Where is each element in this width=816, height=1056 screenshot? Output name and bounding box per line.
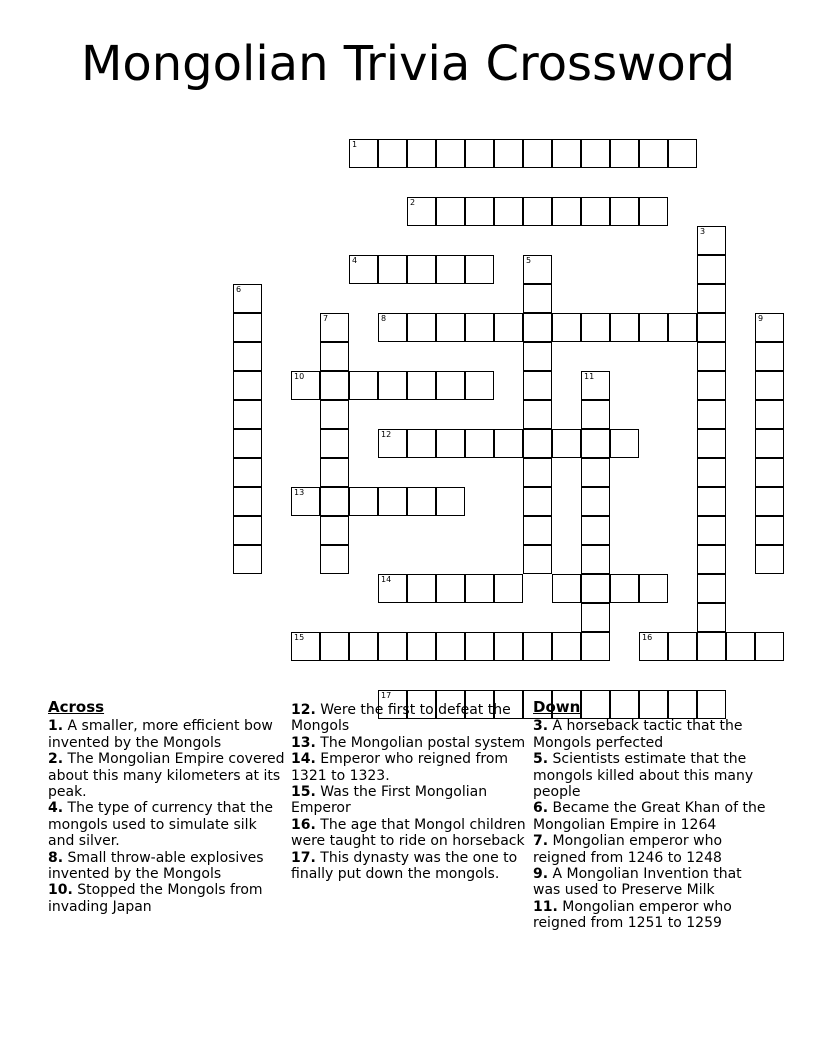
grid-cell[interactable] — [465, 197, 494, 226]
grid-cell[interactable] — [755, 342, 784, 371]
grid-cell[interactable] — [349, 139, 378, 168]
across-clues-column-continued — [291, 702, 529, 882]
grid-cell[interactable] — [378, 574, 407, 603]
grid-cell[interactable] — [494, 632, 523, 661]
grid-cell[interactable] — [407, 313, 436, 342]
clue-number: 14. — [291, 751, 316, 768]
clue-number: 9 — [758, 314, 764, 323]
clue-item — [48, 718, 286, 751]
grid-cell[interactable] — [755, 632, 784, 661]
clue-item — [291, 850, 529, 883]
grid-cell[interactable] — [233, 284, 262, 313]
grid-cell[interactable] — [320, 429, 349, 458]
grid-cell[interactable] — [552, 197, 581, 226]
grid-cell[interactable] — [552, 313, 581, 342]
grid-cell[interactable] — [523, 429, 552, 458]
clue-number: 12 — [381, 430, 392, 439]
grid-cell[interactable] — [755, 429, 784, 458]
grid-cell[interactable] — [465, 429, 494, 458]
grid-cell[interactable] — [755, 545, 784, 574]
grid-cell[interactable] — [494, 197, 523, 226]
grid-cell[interactable] — [494, 429, 523, 458]
across-heading: Across — [48, 698, 105, 716]
grid-cell[interactable] — [407, 429, 436, 458]
grid-cell[interactable] — [639, 574, 668, 603]
clue-number: 15 — [294, 633, 305, 642]
grid-cell[interactable] — [320, 342, 349, 371]
clue-item — [533, 800, 771, 833]
clue-text: The Mongolian Empire covered about this many kilometers at its peak. — [48, 751, 285, 801]
grid-cell[interactable] — [523, 458, 552, 487]
grid-cell[interactable] — [349, 632, 378, 661]
grid-cell[interactable] — [697, 226, 726, 255]
grid-cell[interactable] — [726, 632, 755, 661]
clue-item — [291, 702, 529, 735]
grid-cell[interactable] — [349, 371, 378, 400]
clue-item — [291, 784, 529, 817]
grid-cell[interactable] — [378, 255, 407, 284]
clue-number: 13. — [291, 734, 316, 751]
clue-number: 5. — [533, 751, 549, 768]
grid-cell[interactable] — [697, 255, 726, 284]
grid-cell[interactable] — [639, 313, 668, 342]
grid-cell[interactable] — [523, 313, 552, 342]
grid-cell[interactable] — [233, 487, 262, 516]
grid-cell[interactable] — [407, 255, 436, 284]
clue-text: Emperor who reigned from 1321 to 1323. — [291, 751, 509, 784]
clue-number: 5 — [526, 256, 532, 265]
grid-cell[interactable] — [378, 139, 407, 168]
clue-number: 3 — [700, 227, 706, 236]
down-heading: Down — [533, 698, 581, 716]
clue-number: 12. — [291, 702, 316, 718]
grid-cell[interactable] — [233, 371, 262, 400]
grid-cell[interactable] — [233, 545, 262, 574]
grid-cell[interactable] — [755, 516, 784, 545]
grid-cell[interactable] — [407, 632, 436, 661]
grid-cell[interactable] — [755, 458, 784, 487]
clue-text: Was the First Mongolian Emperor — [291, 784, 488, 817]
clue-text: Mongolian emperor who reigned from 1246 to 1248 — [533, 833, 723, 866]
grid-cell[interactable] — [581, 139, 610, 168]
clue-number: 1 — [352, 140, 358, 149]
grid-cell[interactable] — [320, 313, 349, 342]
grid-cell[interactable] — [610, 139, 639, 168]
clue-item — [48, 850, 286, 883]
grid-cell[interactable] — [233, 516, 262, 545]
grid-cell[interactable] — [697, 632, 726, 661]
grid-cell[interactable] — [581, 603, 610, 632]
grid-cell[interactable] — [697, 313, 726, 342]
grid-cell[interactable] — [320, 632, 349, 661]
grid-cell[interactable] — [581, 400, 610, 429]
grid-cell[interactable] — [407, 139, 436, 168]
grid-cell[interactable] — [552, 429, 581, 458]
grid-cell[interactable] — [349, 255, 378, 284]
clue-number: 17. — [291, 849, 316, 866]
clue-number: 15. — [291, 784, 316, 801]
grid-cell[interactable] — [436, 632, 465, 661]
grid-cell[interactable] — [436, 313, 465, 342]
grid-cell[interactable] — [697, 516, 726, 545]
grid-cell[interactable] — [523, 371, 552, 400]
across-clue-list — [48, 718, 286, 915]
clue-item — [291, 735, 529, 751]
grid-cell[interactable] — [523, 197, 552, 226]
clue-number: 10 — [294, 372, 305, 381]
clue-number: 3. — [533, 718, 549, 735]
grid-cell[interactable] — [668, 632, 697, 661]
grid-cell[interactable] — [523, 516, 552, 545]
clue-text: A smaller, more efficient bow invented by the Mongols — [48, 718, 273, 751]
clue-text: Were the first to defeat the Mongols — [291, 702, 511, 735]
grid-cell[interactable] — [407, 371, 436, 400]
grid-cell[interactable] — [320, 487, 349, 516]
grid-cell[interactable] — [523, 342, 552, 371]
grid-cell[interactable] — [523, 632, 552, 661]
grid-cell[interactable] — [639, 632, 668, 661]
grid-cell[interactable] — [697, 342, 726, 371]
grid-cell[interactable] — [436, 371, 465, 400]
clue-item — [48, 882, 286, 915]
clue-number: 11. — [533, 898, 558, 915]
grid-cell[interactable] — [523, 255, 552, 284]
grid-cell[interactable] — [581, 545, 610, 574]
grid-cell[interactable] — [610, 313, 639, 342]
grid-cell[interactable] — [668, 139, 697, 168]
clue-number: 16. — [291, 816, 316, 833]
grid-cell[interactable] — [581, 371, 610, 400]
grid-cell[interactable] — [407, 487, 436, 516]
grid-cell[interactable] — [523, 400, 552, 429]
grid-cell[interactable] — [610, 197, 639, 226]
grid-cell[interactable] — [581, 487, 610, 516]
clue-text: A Mongolian Invention that was used to Preserve Milk — [533, 866, 742, 899]
clue-text: Stopped the Mongols from invading Japan — [48, 882, 263, 915]
grid-cell[interactable] — [523, 284, 552, 313]
clue-number: 17 — [381, 691, 392, 700]
clue-text: A horseback tactic that the Mongols perfected — [533, 718, 743, 751]
grid-cell[interactable] — [755, 400, 784, 429]
clue-number: 4. — [48, 800, 64, 817]
grid-cell[interactable] — [407, 574, 436, 603]
clue-item — [533, 751, 771, 800]
grid-cell[interactable] — [378, 632, 407, 661]
grid-cell[interactable] — [755, 371, 784, 400]
clue-number: 7 — [323, 314, 329, 323]
grid-cell[interactable] — [697, 429, 726, 458]
grid-cell[interactable] — [494, 139, 523, 168]
grid-cell[interactable] — [697, 371, 726, 400]
grid-cell[interactable] — [581, 574, 610, 603]
clue-number: 2. — [48, 751, 64, 768]
clue-text: This dynasty was the one to finally put down the mongols. — [291, 849, 518, 883]
clue-number: 13 — [294, 488, 305, 497]
grid-cell[interactable] — [523, 487, 552, 516]
grid-cell[interactable] — [320, 545, 349, 574]
clue-text: The Mongolian postal system — [315, 734, 526, 751]
clue-item — [291, 751, 529, 784]
grid-cell[interactable] — [378, 371, 407, 400]
clue-number: 6 — [236, 285, 242, 294]
clue-item — [48, 751, 286, 800]
grid-cell[interactable] — [581, 516, 610, 545]
grid-cell[interactable] — [639, 139, 668, 168]
grid-cell[interactable] — [523, 139, 552, 168]
grid-cell[interactable] — [581, 458, 610, 487]
clue-number: 7. — [533, 833, 549, 850]
clue-number: 6. — [533, 800, 549, 817]
clue-text: Small throw-able explosives invented by the Mongols — [48, 849, 264, 883]
grid-cell[interactable] — [610, 574, 639, 603]
clue-number: 1. — [48, 718, 64, 735]
grid-cell[interactable] — [697, 284, 726, 313]
clue-number: 9. — [533, 866, 549, 883]
clue-number: 4 — [352, 256, 358, 265]
clue-text: The type of currency that the mongols used to simulate silk and silver. — [48, 800, 273, 850]
grid-cell[interactable] — [465, 139, 494, 168]
clue-item — [533, 718, 771, 751]
grid-cell[interactable] — [697, 603, 726, 632]
clue-text: Became the Great Khan of the Mongolian Empire in 1264 — [533, 800, 766, 833]
across-clue-list-continued — [291, 702, 529, 882]
grid-cell[interactable] — [378, 313, 407, 342]
grid-cell[interactable] — [668, 313, 697, 342]
grid-cell[interactable] — [436, 574, 465, 603]
clue-item — [291, 817, 529, 850]
grid-cell[interactable] — [291, 371, 320, 400]
grid-cell[interactable] — [233, 342, 262, 371]
across-clues-column — [48, 699, 286, 915]
grid-cell[interactable] — [494, 313, 523, 342]
grid-cell[interactable] — [552, 632, 581, 661]
grid-cell[interactable] — [233, 458, 262, 487]
clue-number: 11 — [584, 372, 595, 381]
grid-cell[interactable] — [523, 545, 552, 574]
grid-cell[interactable] — [436, 429, 465, 458]
clue-number: 14 — [381, 575, 392, 584]
grid-cell[interactable] — [755, 313, 784, 342]
page-title: Mongolian Trivia Crossword — [80, 36, 736, 92]
grid-cell[interactable] — [378, 429, 407, 458]
grid-cell[interactable] — [436, 139, 465, 168]
grid-cell[interactable] — [697, 400, 726, 429]
grid-cell[interactable] — [581, 632, 610, 661]
down-clue-list — [533, 718, 771, 931]
grid-cell[interactable] — [697, 458, 726, 487]
clue-number: 8 — [381, 314, 387, 323]
clue-number: 16 — [642, 633, 653, 642]
clue-text: The age that Mongol children were taught to ride on horseback — [291, 816, 526, 850]
grid-cell[interactable] — [465, 632, 494, 661]
grid-cell[interactable] — [697, 487, 726, 516]
clue-number: 8. — [48, 849, 64, 866]
grid-cell[interactable] — [378, 487, 407, 516]
clue-item — [533, 866, 771, 899]
grid-cell[interactable] — [233, 400, 262, 429]
down-clues-column — [533, 699, 771, 932]
grid-cell[interactable] — [320, 516, 349, 545]
grid-cell[interactable] — [320, 400, 349, 429]
grid-cell[interactable] — [465, 574, 494, 603]
grid-cell[interactable] — [320, 371, 349, 400]
clue-number: 10. — [48, 882, 73, 899]
clue-item — [533, 833, 771, 866]
grid-cell[interactable] — [465, 255, 494, 284]
clue-number: 2 — [410, 198, 416, 207]
grid-cell[interactable] — [233, 429, 262, 458]
grid-cell[interactable] — [233, 313, 262, 342]
clue-item — [533, 899, 771, 932]
clue-text: Mongolian emperor who reigned from 1251 to 1259 — [533, 898, 732, 932]
grid-cell[interactable] — [407, 197, 436, 226]
grid-cell[interactable] — [436, 255, 465, 284]
grid-cell[interactable] — [291, 632, 320, 661]
grid-cell[interactable] — [581, 313, 610, 342]
grid-cell[interactable] — [639, 197, 668, 226]
grid-cell[interactable] — [320, 458, 349, 487]
grid-cell[interactable] — [291, 487, 320, 516]
grid-cell[interactable] — [697, 545, 726, 574]
grid-cell[interactable] — [755, 487, 784, 516]
clue-item — [48, 800, 286, 849]
grid-cell[interactable] — [552, 139, 581, 168]
grid-cell[interactable] — [436, 197, 465, 226]
grid-cell[interactable] — [610, 429, 639, 458]
grid-cell[interactable] — [436, 487, 465, 516]
grid-cell[interactable] — [465, 313, 494, 342]
grid-cell[interactable] — [581, 429, 610, 458]
grid-cell[interactable] — [552, 574, 581, 603]
grid-cell[interactable] — [581, 197, 610, 226]
grid-cell[interactable] — [697, 574, 726, 603]
clue-text: Scientists estimate that the mongols killed about this many people — [533, 751, 754, 801]
grid-cell[interactable] — [465, 371, 494, 400]
grid-cell[interactable] — [494, 574, 523, 603]
grid-cell[interactable] — [349, 487, 378, 516]
